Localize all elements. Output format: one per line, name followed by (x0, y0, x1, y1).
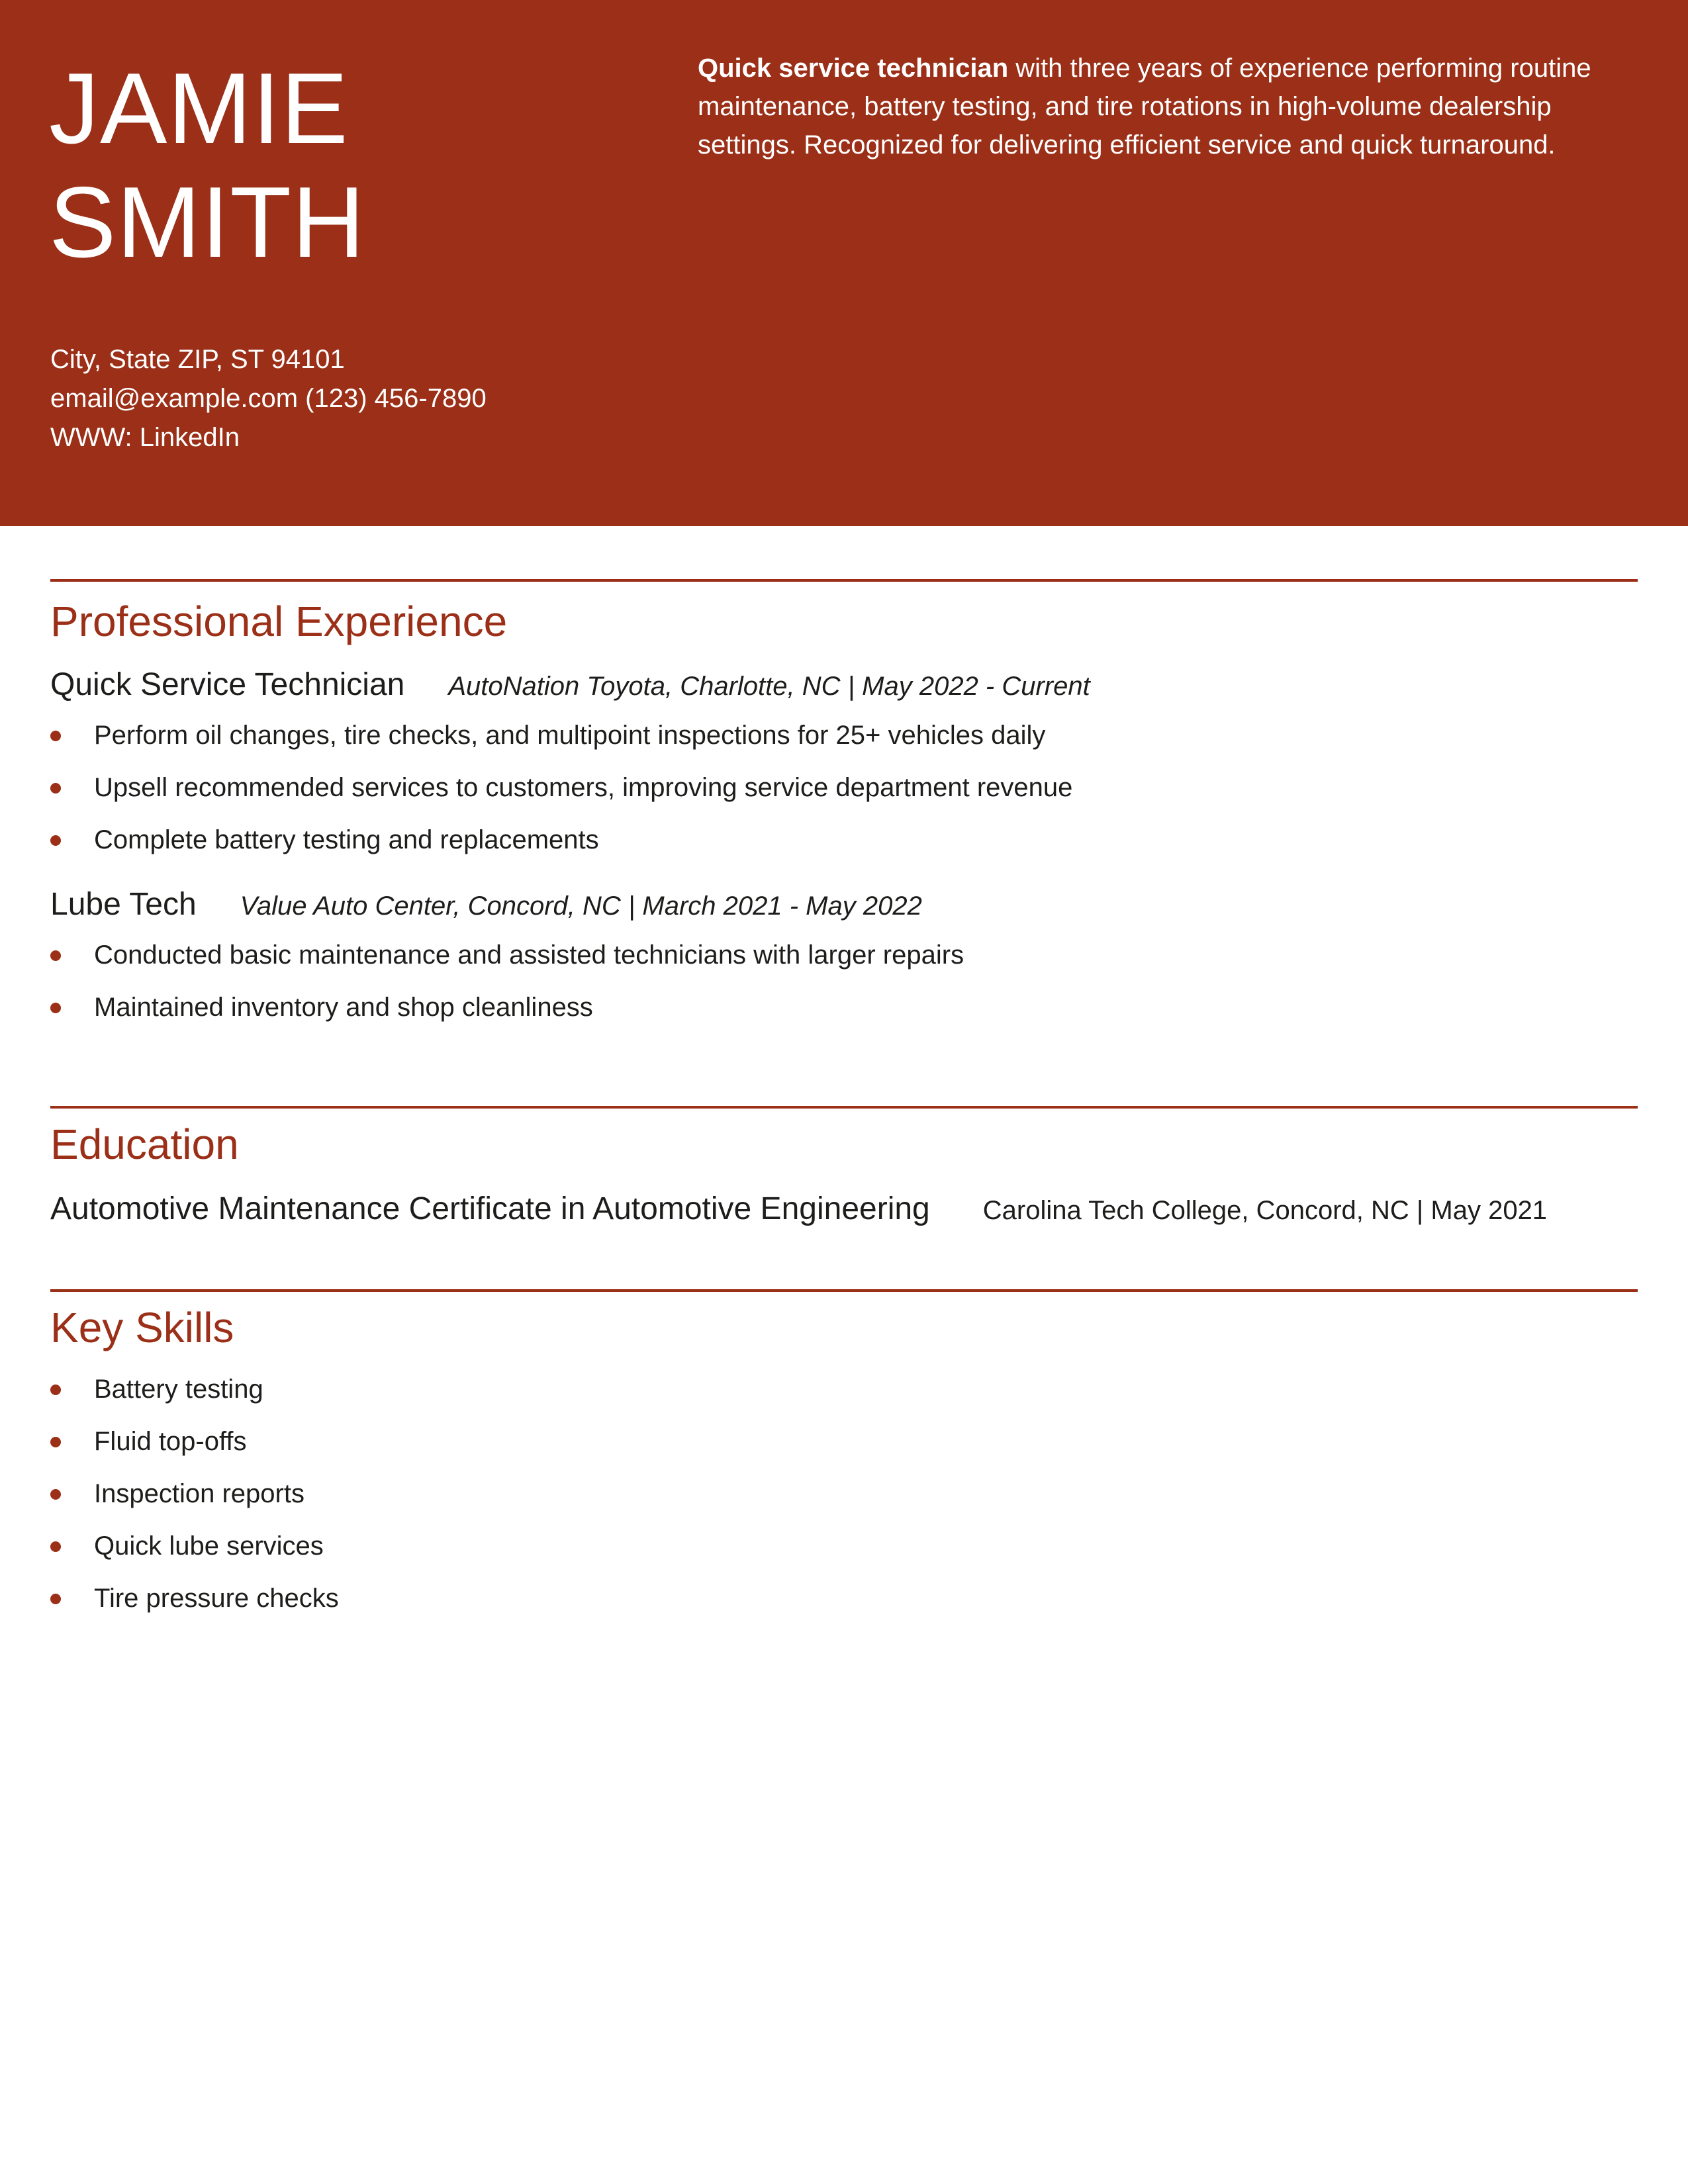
summary-text: with three years of experience performing routine maintenance, battery testing, and tire rotations in high-volume dealership settings. Recognized for delivering efficient service and quick turnaround. (698, 54, 1591, 159)
job-meta: Value Auto Center, Concord, NC | March 2021 - May 2022 (240, 891, 922, 921)
professional-summary (698, 49, 1651, 164)
experience-heading: Professional Experience (50, 598, 508, 645)
list-item: Complete battery testing and replacements (50, 814, 1638, 866)
contact-address: City, State ZIP, ST 94101 (50, 345, 345, 374)
skills-section (50, 1289, 1638, 1625)
list-item: Quick lube services (50, 1520, 1638, 1572)
job-header (50, 666, 1638, 703)
education-section (50, 1106, 1638, 1227)
list-item: Conducted basic maintenance and assisted technicians with larger repairs (50, 929, 1638, 981)
education-school: Carolina Tech College, Concord, NC | May 2021 (982, 1196, 1548, 1225)
education-heading: Education (50, 1120, 239, 1168)
skills-list (50, 1363, 1638, 1625)
list-item: Fluid top-offs (50, 1416, 1638, 1468)
section-divider (50, 579, 1638, 582)
contact-email-phone: email@example.com (123) 456-7890 (50, 384, 487, 413)
name-last: SMITH (49, 166, 365, 279)
job-meta: AutoNation Toyota, Charlotte, NC | May 2022 - Current (448, 672, 1090, 701)
summary-lead: Quick service technician (698, 54, 1009, 83)
contact-info (50, 340, 487, 457)
job-title: Lube Tech (50, 887, 197, 922)
header-band (0, 0, 1688, 526)
skills-heading: Key Skills (50, 1304, 234, 1351)
candidate-name (49, 52, 365, 279)
job-bullets (50, 709, 1638, 866)
job-title: Quick Service Technician (50, 667, 405, 702)
section-divider (50, 1289, 1638, 1292)
list-item: Tire pressure checks (50, 1572, 1638, 1625)
job-bullets (50, 929, 1638, 1034)
name-first: JAMIE (49, 52, 349, 165)
list-item: Perform oil changes, tire checks, and multipoint inspections for 25+ vehicles daily (50, 709, 1638, 762)
contact-web: WWW: LinkedIn (50, 423, 240, 452)
list-item: Inspection reports (50, 1468, 1638, 1520)
experience-section (50, 579, 1638, 1034)
list-item: Maintained inventory and shop cleanliness (50, 981, 1638, 1034)
education-entry (50, 1191, 1638, 1227)
list-item: Battery testing (50, 1363, 1638, 1416)
job-header (50, 886, 1638, 923)
section-divider (50, 1106, 1638, 1109)
education-degree: Automotive Maintenance Certificate in Automotive Engineering (50, 1191, 930, 1226)
list-item: Upsell recommended services to customers, improving service department revenue (50, 762, 1638, 814)
